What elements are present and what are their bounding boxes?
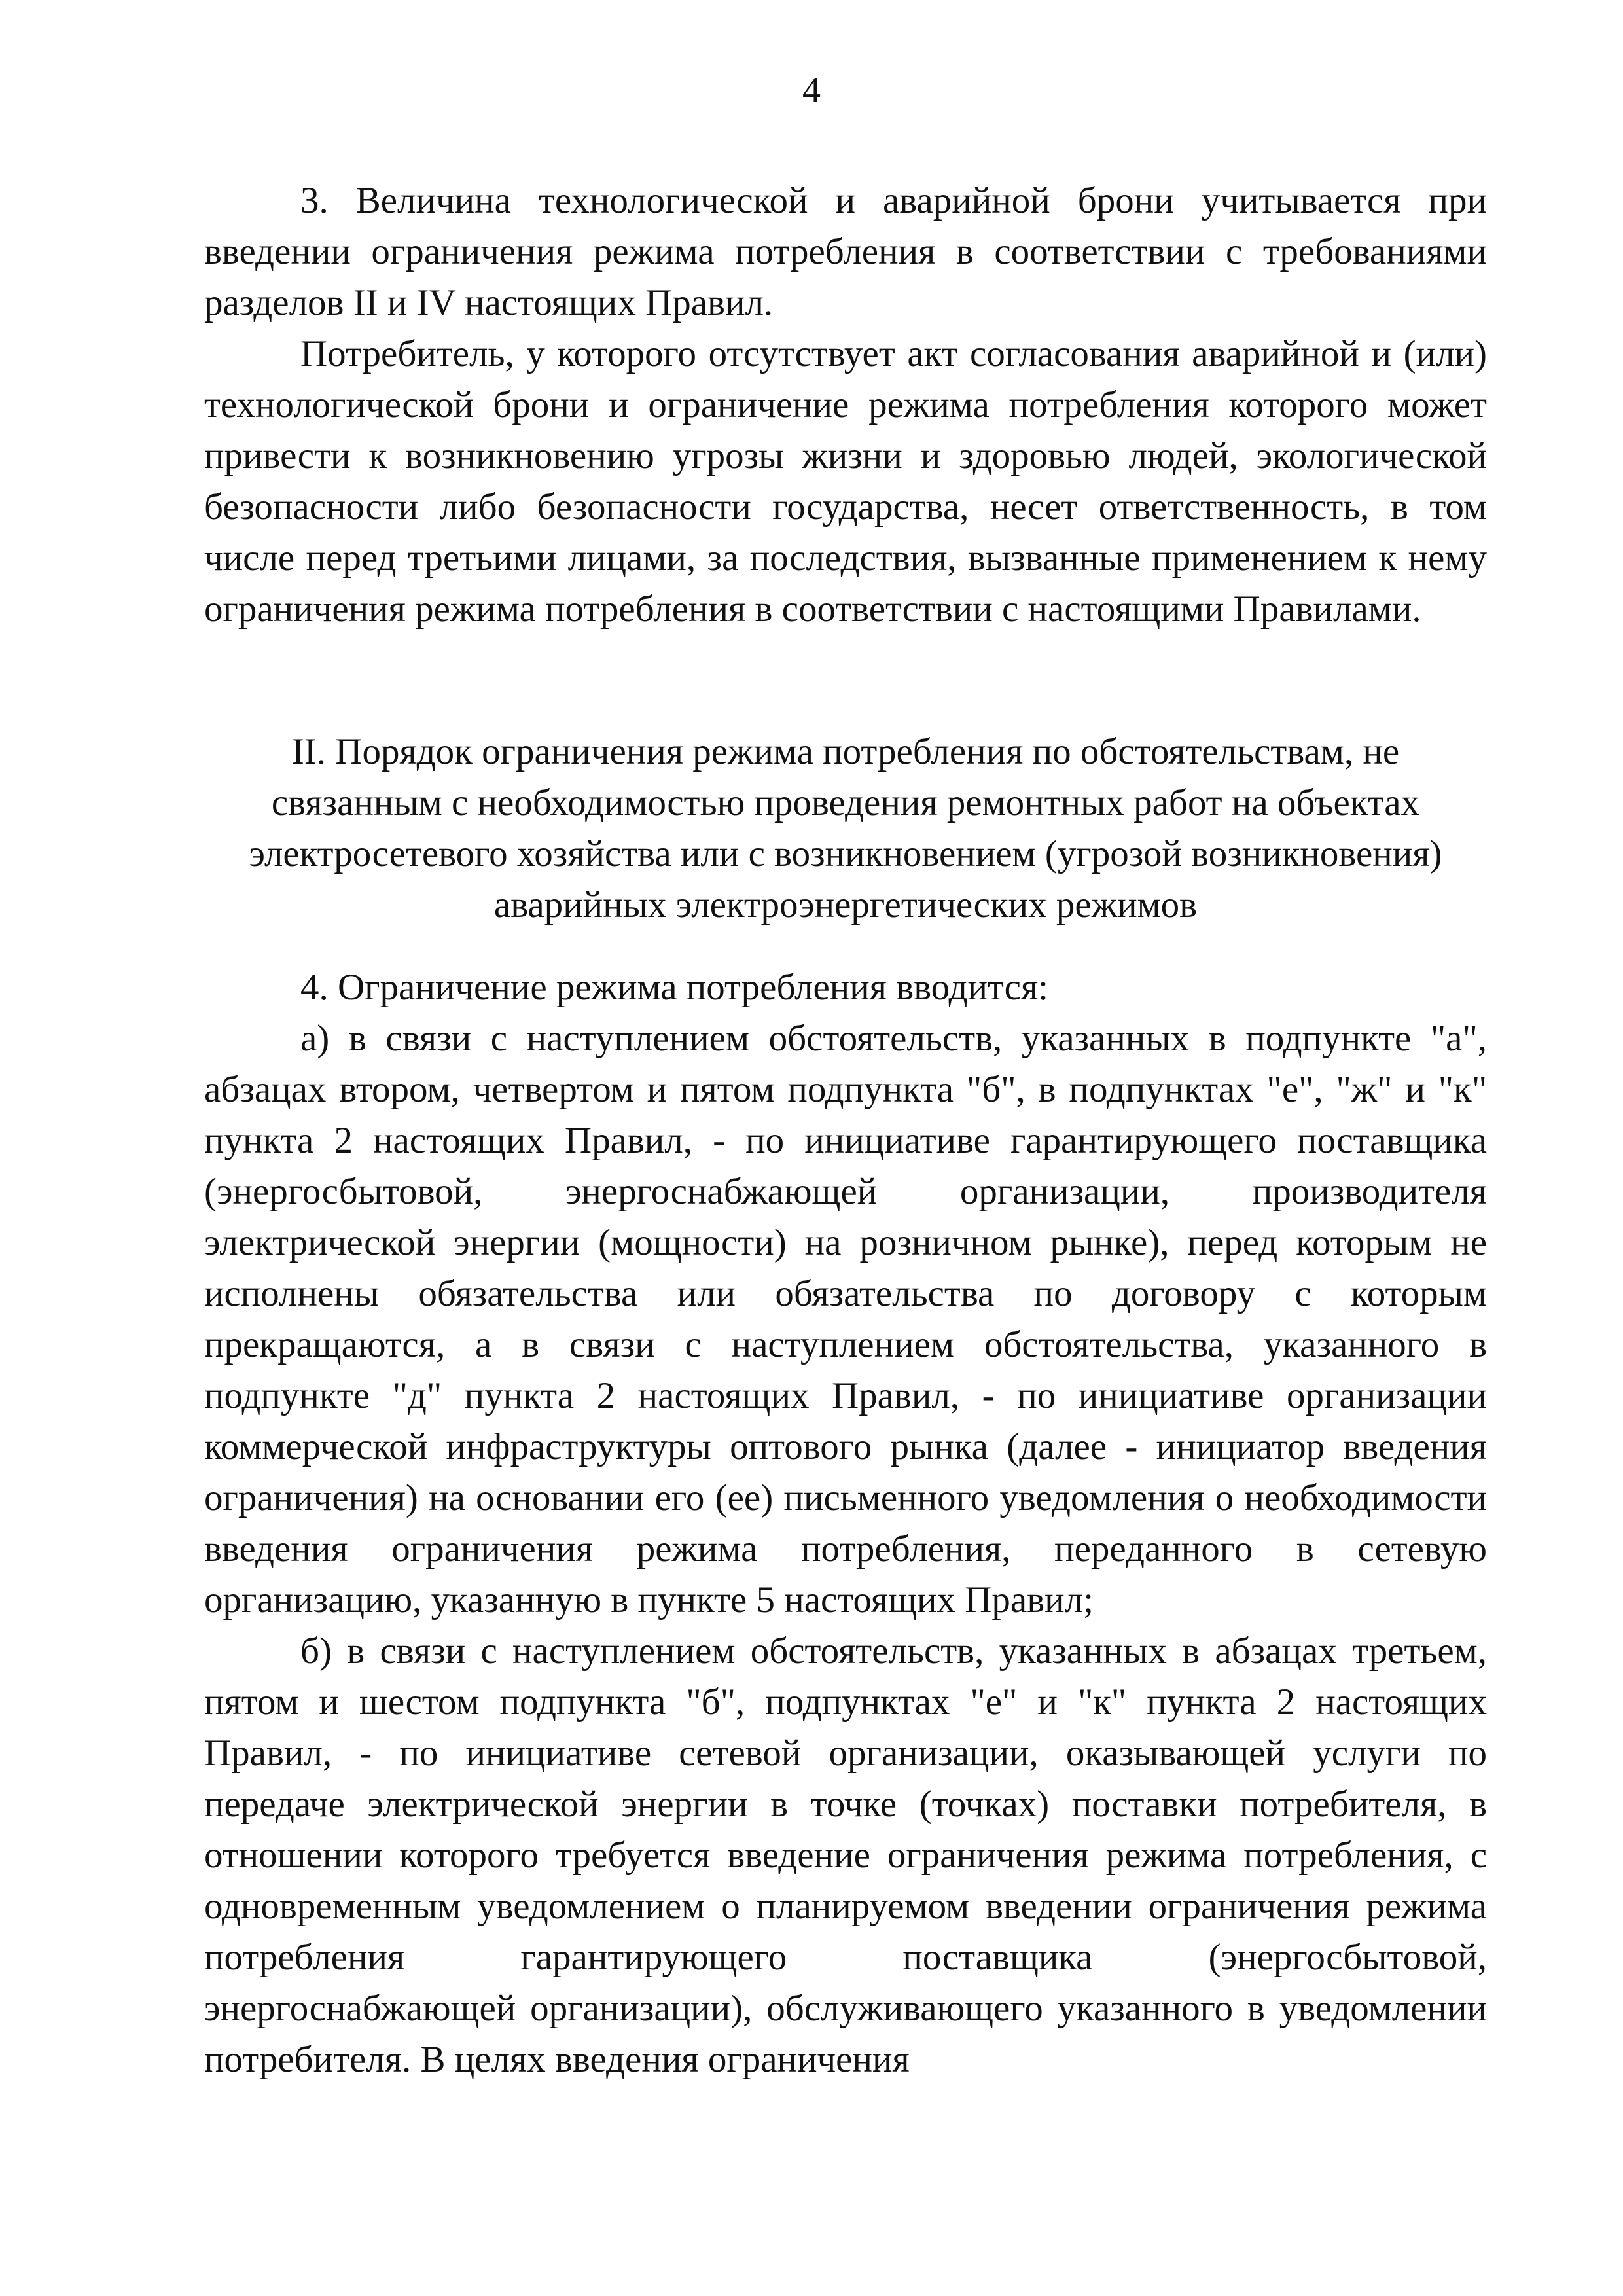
clause-3-block bbox=[204, 175, 1487, 635]
section-heading-2: II. Порядок ограничения режима потребления по обстоятельствам, не связанным с необходимостью проведения ремонтных работ на объектах электросетевого хозяйства или с возникновением (угрозой возникновения) аварийных электроэнергетических режимов bbox=[249, 731, 1442, 925]
clause-4-block bbox=[204, 962, 1487, 2085]
paragraph-clause-3: 3. Величина технологической и аварийной брони учитывается при введении ограничения режима потребления в соответствии с требованиями разделов II и IV настоящих Правил. bbox=[204, 180, 1487, 323]
paragraph-consumer-responsibility: Потребитель, у которого отсутствует акт согласования аварийной и (или) технологической брони и ограничение режима потребления которого может привести к возникновению угрозы жизни и здоровью людей, экологической безопасности либо безопасности государства, несет ответственность, в том числе перед третьими лицами, за последствия, вызванные применением к нему ограничения режима потребления в соответствии с настоящими Правилами. bbox=[204, 333, 1487, 630]
paragraph-clause-4-a: а) в связи с наступлением обстоятельств, указанных в подпункте "а", абзацах втором, четвертом и пятом подпункта "б", в подпунктах "е", "ж" и "к" пункта 2 настоящих Правил, - по инициативе гарантирующего поставщика (энергосбытовой, энергоснабжающей организации, производителя электрической энергии (мощности) на розничном рынке), перед которым не исполнены обязательства или обязательства по договору с которым прекращаются, а в связи с наступлением обстоятельства, указанного в подпункте "д" пункта 2 настоящих Правил, - по инициативе организации коммерческой инфраструктуры оптового рынка (далее - инициатор введения ограничения) на основании его (ее) письменного уведомления о необходимости введения ограничения режима потребления, переданного в сетевую организацию, указанную в пункте 5 настоящих Правил; bbox=[204, 1018, 1487, 1621]
page-number: 4 bbox=[802, 70, 821, 111]
paragraph-clause-4-b: б) в связи с наступлением обстоятельств, указанных в абзацах третьем, пятом и шестом подпункта "б", подпунктах "е" и "к" пункта 2 настоящих Правил, - по инициативе сетевой организации, оказывающей услуги по передаче электрической энергии в точке (точках) поставки потребителя, в отношении которого требуется введение ограничения режима потребления, с одновременным уведомлением о планируемом введении ограничения режима потребления гарантирующего поставщика (энергосбытовой, энергоснабжающей организации), обслуживающего указанного в уведомлении потребителя. В целях введения ограничения bbox=[204, 1630, 1487, 2080]
paragraph-clause-4-intro: 4. Ограничение режима потребления вводится: bbox=[300, 967, 1049, 1008]
